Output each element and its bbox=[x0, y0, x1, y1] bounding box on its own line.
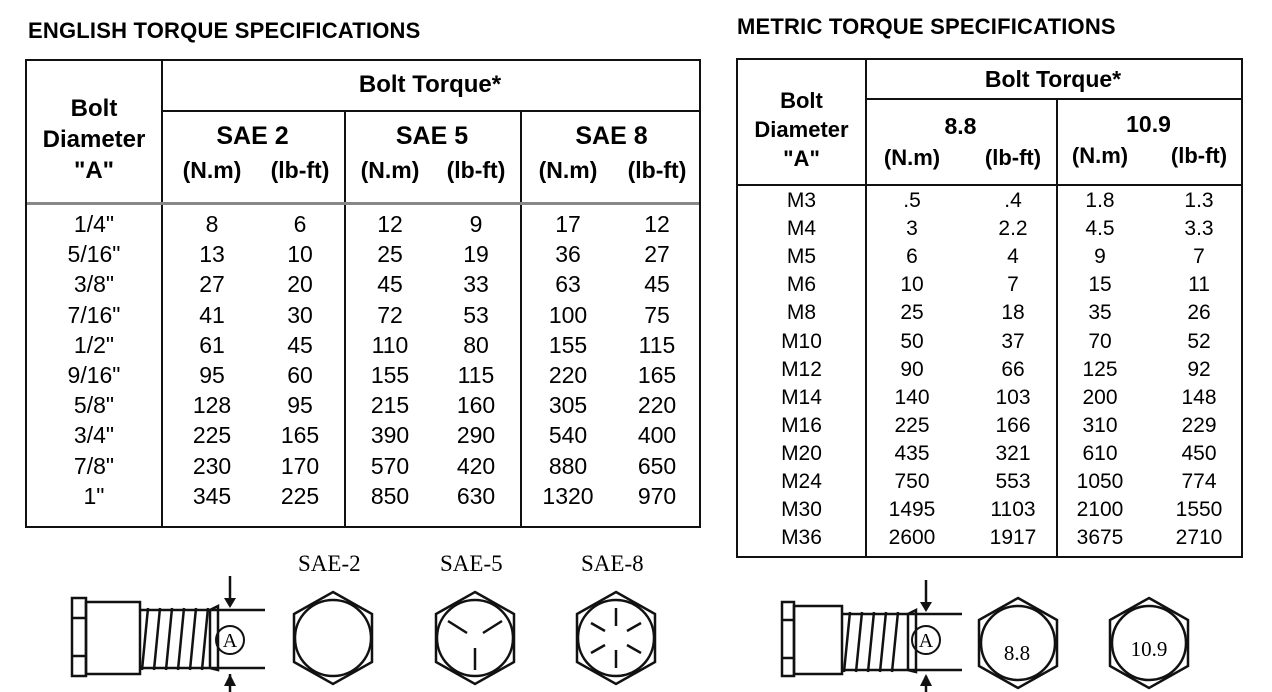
torque-value-cell: 155 bbox=[370, 362, 410, 388]
torque-value-cell: 1.8 bbox=[1085, 189, 1115, 212]
torque-value-cell: 61 bbox=[199, 331, 225, 358]
torque-value-cell: 45 bbox=[287, 331, 313, 358]
torque-value-cell: 140 bbox=[894, 385, 930, 409]
torque-value-cell: 553 bbox=[995, 470, 1031, 493]
grade-10-9-head-icon bbox=[1106, 594, 1192, 692]
bolt-size-cell: M10 bbox=[781, 329, 822, 353]
torque-value-cell: 45 bbox=[644, 271, 670, 298]
head-mark: 10.9 bbox=[1130, 637, 1168, 661]
bolt-size-cell: 5/8" bbox=[73, 392, 115, 419]
torque-value-cell: 774 bbox=[1181, 470, 1217, 493]
sae-5-head-icon bbox=[432, 588, 518, 688]
torque-value-cell: 400 bbox=[637, 422, 677, 449]
bolt-size-cell: M5 bbox=[786, 245, 817, 269]
torque-value-cell: 435 bbox=[894, 441, 930, 465]
torque-value-cell: 6 bbox=[293, 211, 307, 237]
torque-value-cell: 92 bbox=[1187, 357, 1211, 381]
torque-value-cell: 17 bbox=[555, 211, 581, 237]
torque-value-cell: 3675 bbox=[1076, 526, 1124, 550]
grade-header: SAE 5 bbox=[395, 122, 469, 150]
torque-value-cell: 148 bbox=[1181, 385, 1217, 409]
torque-value-cell: 230 bbox=[192, 452, 232, 479]
torque-value-cell: 35 bbox=[1088, 301, 1112, 325]
dimension-marker: A bbox=[918, 630, 934, 652]
header-divider bbox=[738, 184, 1241, 186]
torque-value-cell: 7 bbox=[1193, 245, 1205, 269]
torque-value-cell: 80 bbox=[463, 331, 489, 358]
torque-value-cell: 12 bbox=[377, 211, 403, 237]
divider bbox=[161, 110, 699, 112]
torque-value-cell: 125 bbox=[1082, 357, 1118, 381]
torque-value-cell: 450 bbox=[1181, 441, 1217, 465]
torque-value-cell: 11 bbox=[1188, 273, 1210, 297]
torque-value-cell: .5 bbox=[903, 189, 921, 212]
torque-value-cell: 1103 bbox=[990, 498, 1036, 522]
torque-value-cell: 540 bbox=[548, 422, 588, 449]
unit-lbft-header: (lb-ft) bbox=[627, 157, 687, 183]
unit-nm-header: (N.m) bbox=[1071, 143, 1129, 168]
dimension-marker: A bbox=[222, 630, 238, 652]
torque-value-cell: 4.5 bbox=[1085, 217, 1115, 241]
torque-value-cell: 610 bbox=[1082, 441, 1118, 465]
metric-bolt-diagram bbox=[770, 576, 980, 692]
head-mark: 8.8 bbox=[1003, 641, 1031, 665]
torque-value-cell: 63 bbox=[555, 271, 581, 298]
grade-header: SAE 2 bbox=[216, 122, 289, 150]
unit-nm-header: (N.m) bbox=[360, 157, 420, 183]
torque-value-cell: 630 bbox=[456, 482, 496, 509]
torque-value-cell: 19 bbox=[463, 241, 489, 268]
torque-value-cell: 1917 bbox=[989, 526, 1037, 550]
bolt-size-cell: M3 bbox=[786, 189, 817, 212]
torque-value-cell: 165 bbox=[637, 362, 677, 388]
torque-value-cell: 220 bbox=[637, 392, 677, 419]
english-torque-table bbox=[25, 59, 701, 528]
torque-value-cell: 3 bbox=[906, 217, 918, 241]
torque-value-cell: 225 bbox=[192, 422, 232, 449]
torque-value-cell: 1050 bbox=[1076, 470, 1124, 493]
grade-header: SAE 8 bbox=[575, 122, 648, 150]
torque-value-cell: 45 bbox=[377, 271, 403, 298]
torque-value-cell: 27 bbox=[199, 271, 225, 298]
torque-value-cell: 9 bbox=[1094, 245, 1106, 269]
torque-value-cell: 60 bbox=[287, 362, 313, 388]
unit-lbft-header: (lb-ft) bbox=[446, 157, 506, 183]
figure-label: SAE-5 bbox=[440, 551, 503, 576]
torque-value-cell: 18 bbox=[1001, 301, 1025, 325]
header-divider bbox=[27, 202, 699, 205]
bolt-size-cell: 1" bbox=[83, 482, 105, 509]
bolt-size-cell: M24 bbox=[781, 470, 822, 493]
torque-value-cell: 305 bbox=[548, 392, 588, 419]
torque-value-cell: 12 bbox=[644, 211, 670, 237]
torque-value-cell: 229 bbox=[1181, 413, 1217, 437]
bolt-size-cell: 3/4" bbox=[73, 422, 115, 449]
unit-lbft-header: (lb-ft) bbox=[270, 157, 330, 183]
torque-value-cell: 66 bbox=[1001, 357, 1025, 381]
torque-value-cell: 128 bbox=[192, 392, 232, 419]
sae-2-head-icon bbox=[290, 588, 376, 688]
bolt-size-cell: 1/2" bbox=[73, 331, 115, 358]
torque-value-cell: 155 bbox=[548, 331, 588, 358]
torque-value-cell: 115 bbox=[638, 331, 676, 358]
torque-value-cell: 1550 bbox=[1175, 498, 1223, 522]
torque-value-cell: 970 bbox=[637, 482, 677, 509]
torque-value-cell: 570 bbox=[370, 452, 410, 479]
english-title: ENGLISH TORQUE SPECIFICATIONS bbox=[28, 18, 421, 43]
unit-nm-header: (N.m) bbox=[883, 145, 941, 170]
english-bolt-diagram bbox=[60, 570, 280, 692]
torque-value-cell: 215 bbox=[370, 392, 410, 419]
torque-value-cell: 6 bbox=[906, 245, 918, 269]
torque-value-cell: 160 bbox=[456, 392, 496, 419]
torque-value-cell: 50 bbox=[900, 329, 924, 353]
torque-value-cell: 166 bbox=[995, 413, 1031, 437]
diameter-header: Bolt Diameter "A" bbox=[42, 95, 146, 184]
grade-header: 8.8 bbox=[944, 113, 977, 139]
torque-value-cell: 321 bbox=[995, 441, 1031, 465]
torque-value-cell: 165 bbox=[280, 422, 320, 449]
torque-value-cell: 170 bbox=[280, 452, 320, 479]
unit-nm-header: (N.m) bbox=[538, 157, 598, 183]
unit-nm-header: (N.m) bbox=[182, 157, 242, 183]
bolt-size-cell: M12 bbox=[781, 357, 822, 381]
torque-value-cell: 37 bbox=[1001, 329, 1025, 353]
torque-value-cell: 103 bbox=[995, 385, 1031, 409]
divider bbox=[520, 111, 522, 526]
bolt-size-cell: 1/4" bbox=[73, 211, 115, 237]
torque-value-cell: 2710 bbox=[1175, 526, 1223, 550]
torque-value-cell: 95 bbox=[199, 362, 225, 388]
torque-value-cell: 115 bbox=[457, 362, 495, 388]
torque-value-cell: 20 bbox=[287, 271, 313, 298]
bolt-size-cell: M36 bbox=[781, 526, 822, 550]
torque-value-cell: 390 bbox=[370, 422, 410, 449]
torque-value-cell: 850 bbox=[370, 482, 410, 509]
torque-value-cell: 3.3 bbox=[1184, 217, 1214, 241]
bolt-size-cell: M14 bbox=[781, 385, 822, 409]
torque-value-cell: 9 bbox=[469, 211, 483, 237]
torque-value-cell: 650 bbox=[637, 452, 677, 479]
bolt-size-cell: M30 bbox=[781, 498, 822, 522]
torque-value-cell: 1495 bbox=[888, 498, 936, 522]
torque-value-cell: 53 bbox=[463, 301, 489, 328]
bolt-size-cell: M4 bbox=[786, 217, 817, 241]
torque-value-cell: 750 bbox=[894, 470, 930, 493]
bolt-size-cell: 5/16" bbox=[67, 241, 121, 268]
bolt-size-cell: M16 bbox=[781, 413, 822, 437]
torque-value-cell: 13 bbox=[199, 241, 225, 268]
torque-value-cell: 75 bbox=[644, 301, 670, 328]
sae-8-head-icon bbox=[573, 588, 659, 688]
bolt-size-cell: 7/16" bbox=[67, 301, 121, 328]
torque-value-cell: 345 bbox=[192, 482, 232, 509]
torque-value-cell: 33 bbox=[463, 271, 489, 298]
torque-value-cell: 70 bbox=[1088, 329, 1112, 353]
torque-value-cell: 25 bbox=[377, 241, 403, 268]
torque-value-cell: 15 bbox=[1088, 273, 1112, 297]
grade-8-8-head-icon bbox=[975, 594, 1061, 692]
torque-value-cell: 27 bbox=[644, 241, 670, 268]
diameter-header: Bolt Diameter "A" bbox=[754, 88, 849, 171]
unit-lbft-header: (lb-ft) bbox=[1170, 143, 1228, 168]
torque-value-cell: 290 bbox=[456, 422, 496, 449]
torque-value-cell: 72 bbox=[377, 301, 403, 328]
torque-value-cell: 10 bbox=[287, 241, 313, 268]
torque-value-cell: 310 bbox=[1082, 413, 1118, 437]
torque-value-cell: 4 bbox=[1007, 245, 1019, 269]
torque-value-cell: 880 bbox=[548, 452, 588, 479]
bolt-torque-header: Bolt Torque* bbox=[358, 71, 502, 98]
bolt-size-cell: 7/8" bbox=[73, 452, 115, 479]
torque-value-cell: 225 bbox=[894, 413, 930, 437]
grade-header: 10.9 bbox=[1126, 111, 1171, 137]
torque-value-cell: 110 bbox=[371, 331, 409, 358]
torque-value-cell: 30 bbox=[287, 301, 313, 328]
torque-value-cell: 420 bbox=[456, 452, 496, 479]
torque-value-cell: 36 bbox=[555, 241, 581, 268]
torque-value-cell: 2600 bbox=[888, 526, 936, 550]
metric-title: METRIC TORQUE SPECIFICATIONS bbox=[737, 14, 1116, 39]
bolt-size-cell: M20 bbox=[781, 441, 822, 465]
torque-value-cell: 95 bbox=[287, 392, 313, 419]
torque-value-cell: 7 bbox=[1007, 273, 1019, 297]
divider bbox=[344, 111, 346, 526]
bolt-size-cell: 3/8" bbox=[73, 271, 115, 298]
torque-value-cell: 8 bbox=[205, 211, 219, 237]
figure-label: SAE-8 bbox=[581, 551, 644, 576]
torque-value-cell: 200 bbox=[1082, 385, 1118, 409]
torque-value-cell: .4 bbox=[1004, 189, 1022, 212]
bolt-size-cell: 9/16" bbox=[67, 362, 121, 388]
torque-value-cell: 220 bbox=[548, 362, 588, 388]
torque-value-cell: 100 bbox=[548, 301, 588, 328]
figure-label: SAE-2 bbox=[298, 551, 361, 576]
divider bbox=[865, 98, 1241, 100]
torque-value-cell: 10 bbox=[900, 273, 924, 297]
bolt-size-cell: M6 bbox=[786, 273, 817, 297]
bolt-torque-header: Bolt Torque* bbox=[984, 66, 1122, 92]
torque-value-cell: 90 bbox=[900, 357, 924, 381]
torque-value-cell: 2100 bbox=[1076, 498, 1124, 522]
unit-lbft-header: (lb-ft) bbox=[984, 145, 1042, 170]
metric-torque-table bbox=[736, 58, 1243, 558]
torque-value-cell: 1320 bbox=[542, 482, 594, 509]
torque-value-cell: 225 bbox=[280, 482, 320, 509]
torque-value-cell: 25 bbox=[900, 301, 924, 325]
torque-value-cell: 52 bbox=[1187, 329, 1211, 353]
bolt-size-cell: M8 bbox=[786, 301, 817, 325]
torque-value-cell: 26 bbox=[1187, 301, 1211, 325]
torque-value-cell: 2.2 bbox=[998, 217, 1028, 241]
torque-value-cell: 41 bbox=[199, 301, 225, 328]
torque-value-cell: 1.3 bbox=[1184, 189, 1214, 212]
